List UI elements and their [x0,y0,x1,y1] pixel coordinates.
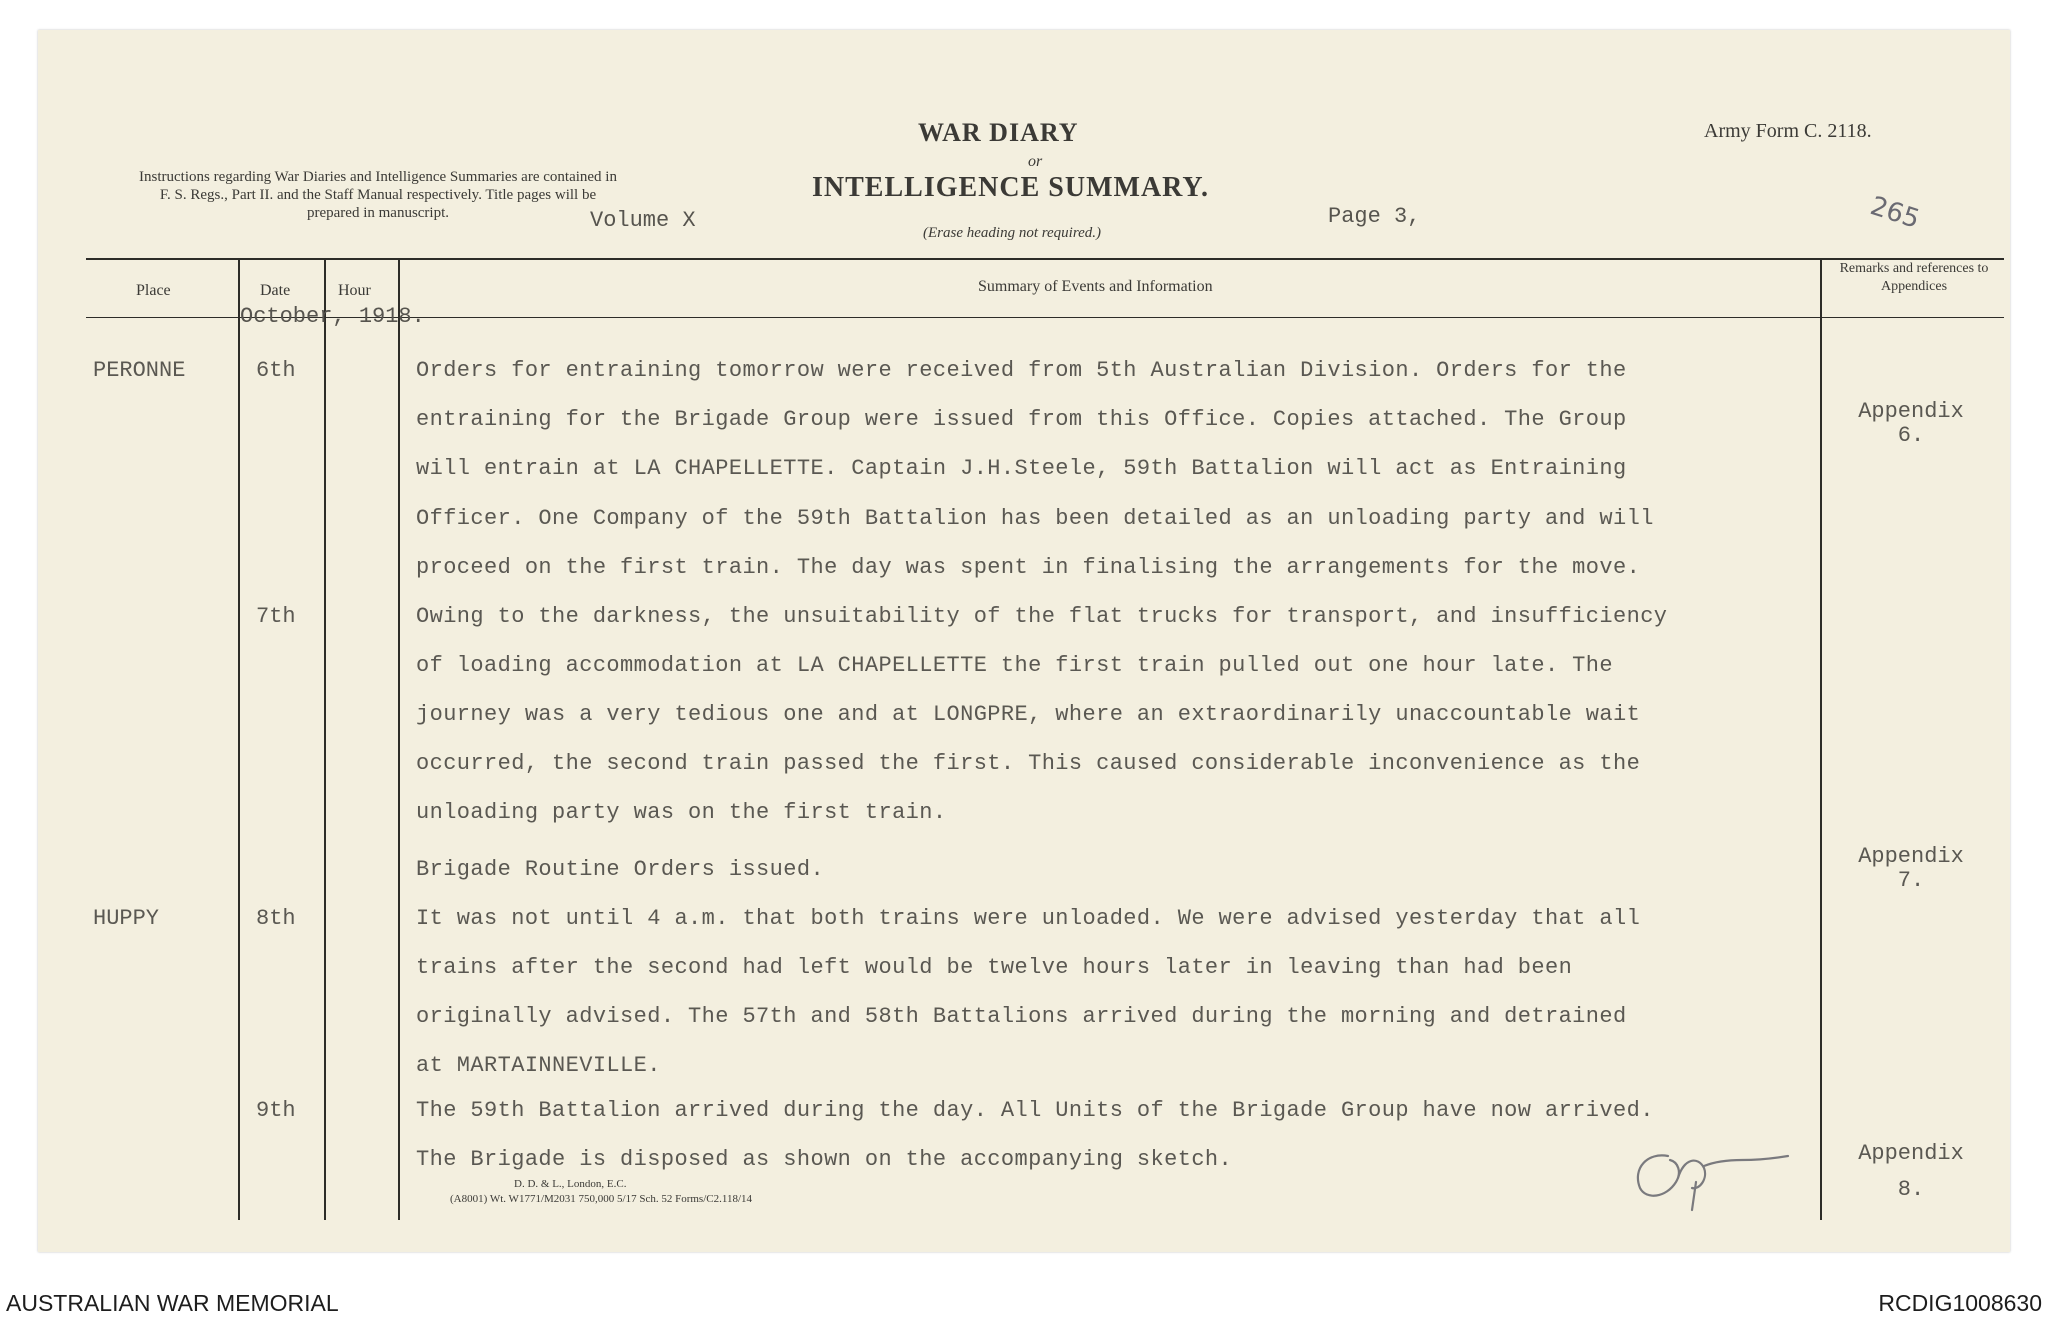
summary-line: The Brigade is disposed as shown on the accompanying sketch. [416,1147,1233,1172]
column-header-date: Date [260,282,291,299]
erase-note: (Erase heading not required.) [923,225,1102,241]
column-divider [324,258,326,1220]
column-divider [1820,258,1822,1220]
summary-line: will entrain at LA CHAPELLETTE. Captain J.H.Steele, 59th Battalion will act as Entraining [416,456,1627,481]
appendix-number: 7. [1897,868,1925,893]
place-entry: PERONNE [93,358,186,383]
summary-line: of loading accommodation at LA CHAPELLETTE the first train pulled out one hour late. The [416,653,1613,678]
summary-line: Officer. One Company of the 59th Battalion has been detailed as an unloading party and will [416,506,1654,531]
date-entry: 8th [256,906,296,931]
summary-line: Brigade Routine Orders issued. [416,857,825,882]
instructions-note: Instructions regarding War Diaries and Intelligence Summaries are contained in F. S. Regs., Part II. and the Staff Manual respectively. Title pages will be prepared in manuscript. [139,169,617,221]
signature-initials [1618,1138,1808,1218]
printer-imprint: D. D. & L., London, E.C. [514,1178,627,1190]
summary-line: Owing to the darkness, the unsuitability of the flat trucks for transport, and insufficiency [416,604,1668,629]
summary-line: Orders for entraining tomorrow were received from 5th Australian Division. Orders for the [416,358,1627,383]
appendix-label: Appendix [1858,844,1964,869]
summary-line: It was not until 4 a.m. that both trains were unloaded. We were advised yesterday that all [416,906,1641,931]
appendix-label: Appendix [1858,1141,1964,1166]
table-top-rule [86,258,2004,260]
summary-line: occurred, the second train passed the first. This caused considerable inconvenience as the [416,751,1641,776]
summary-line: entraining for the Brigade Group were issued from this Office. Copies attached. The Group [416,407,1627,432]
folio-number: 265 [1866,191,1924,235]
column-header-place: Place [136,282,171,299]
column-divider [238,258,240,1220]
column-divider [398,258,400,1220]
army-form-label: Army Form C. 2118. [1704,120,1872,142]
summary-line: unloading party was on the first train. [416,800,947,825]
summary-line: originally advised. The 57th and 58th Battalions arrived during the morning and detrained [416,1004,1627,1029]
summary-line: The 59th Battalion arrived during the day. All Units of the Brigade Group have now arrived. [416,1098,1654,1123]
summary-line: journey was a very tedious one and at LONGPRE, where an extraordinarily unaccountable wait [416,702,1641,727]
page-title: WAR DIARY [918,118,1079,147]
appendix-number: 8. [1897,1177,1925,1202]
footer-archive-name: AUSTRALIAN WAR MEMORIAL [6,1290,339,1316]
column-header-summary: Summary of Events and Information [978,278,1213,295]
page-number: Page 3, [1328,204,1421,229]
date-entry: 7th [256,604,296,629]
appendix-reference [1836,845,1986,893]
diary-sheet [38,30,2010,1252]
summary-line: proceed on the first train. The day was spent in finalising the arrangements for the move. [416,555,1641,580]
month-label: October, 1918. [240,304,425,329]
appendix-label: Appendix [1858,399,1964,424]
place-entry: HUPPY [93,906,160,931]
title-or: or [1028,153,1043,170]
summary-line: trains after the second had left would be twelve hours later in leaving than had been [416,955,1573,980]
date-entry: 6th [256,358,296,383]
date-entry: 9th [256,1098,296,1123]
printer-imprint: (A8001) Wt. W1771/M2031 750,000 5/17 Sch. 52 Forms/C2.118/14 [450,1193,752,1205]
appendix-reference [1836,400,1986,448]
footer-record-id: RCDIG1008630 [1878,1290,2042,1316]
appendix-number: 6. [1897,423,1925,448]
volume-label: Volume X [590,208,696,233]
column-header-hour: Hour [338,282,371,299]
column-header-remarks: Remarks and references to Appendices [1839,261,1989,294]
appendix-reference [1836,1142,1986,1202]
summary-line: at MARTAINNEVILLE. [416,1053,661,1078]
page-subtitle: INTELLIGENCE SUMMARY. [812,172,1210,203]
